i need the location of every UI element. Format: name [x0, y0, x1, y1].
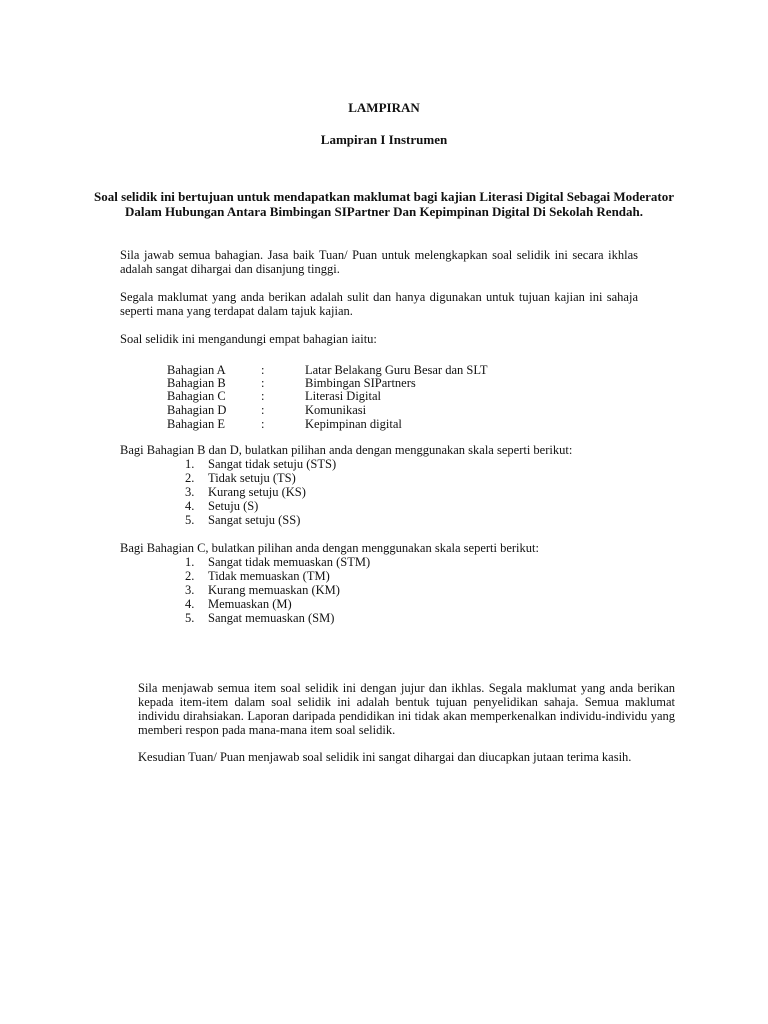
- list-number: 1.: [185, 457, 195, 471]
- list-text: Tidak setuju (TS): [208, 471, 296, 485]
- list-text: Kurang setuju (KS): [208, 485, 306, 499]
- list-text: Tidak memuaskan (TM): [208, 569, 330, 583]
- section-description: Kepimpinan digital: [305, 417, 402, 431]
- section-name: Bahagian A: [167, 363, 226, 377]
- list-text: Kurang memuaskan (KM): [208, 583, 340, 597]
- section-description: Bimbingan SIPartners: [305, 376, 416, 390]
- list-number: 2.: [185, 569, 195, 583]
- thanks-paragraph: Kesudian Tuan/ Puan menjawab soal selidik ini sangat dihargai dan diucapkan jutaan terima kasih.: [138, 750, 632, 764]
- list-number: 4.: [185, 499, 195, 513]
- section-description: Latar Belakang Guru Besar dan SLT: [305, 363, 488, 377]
- section-colon: :: [261, 417, 265, 431]
- section-description: Komunikasi: [305, 403, 367, 417]
- section-name: Bahagian B: [167, 376, 226, 390]
- sections-intro: Soal selidik ini mengandungi empat bahagian iaitu:: [120, 332, 377, 346]
- closing-paragraph: Sila menjawab semua item soal selidik ini dengan jujur dan ikhlas. Segala maklumat yang anda berikan kepada item-item dalam soal selidik ini adalah bentuk tujuan penyelidikan sahaja. Semua maklumat individu dirahsiakan. Laporan daripada pendidikan ini tidak akan memperkenalkan individu-individu yang memberi respon pada mana-mana item soal selidik.: [138, 681, 675, 737]
- document-title: LAMPIRAN: [348, 100, 420, 115]
- list-number: 3.: [185, 485, 195, 499]
- list-text: Setuju (S): [208, 499, 259, 513]
- intro-paragraph: Sila jawab semua bahagian. Jasa baik Tuan/ Puan untuk melengkapkan soal selidik ini secara ikhlas adalah sangat dihargai dan disanjung tinggi.: [120, 248, 638, 276]
- document-subtitle: Lampiran I Instrumen: [320, 132, 448, 147]
- section-colon: :: [261, 389, 265, 403]
- scale-c-intro: Bagi Bahagian C, bulatkan pilihan anda dengan menggunakan skala seperti berikut:: [120, 541, 539, 555]
- list-text: Sangat memuaskan (SM): [208, 611, 335, 625]
- scale-bd-intro: Bagi Bahagian B dan D, bulatkan pilihan anda dengan menggunakan skala seperti berikut:: [120, 443, 573, 457]
- section-colon: :: [261, 376, 265, 390]
- list-text: Memuaskan (M): [208, 597, 292, 611]
- section-colon: :: [261, 403, 265, 417]
- section-name: Bahagian C: [167, 389, 226, 403]
- list-number: 3.: [185, 583, 195, 597]
- section-name: Bahagian E: [167, 417, 225, 431]
- section-name: Bahagian D: [167, 403, 227, 417]
- list-number: 2.: [185, 471, 195, 485]
- section-colon: :: [261, 363, 265, 377]
- confidentiality-paragraph: Segala maklumat yang anda berikan adalah sulit dan hanya digunakan untuk tujuan kajian ini sahaja seperti mana yang terdapat dalam tajuk kajian.: [120, 290, 638, 318]
- list-number: 1.: [185, 555, 195, 569]
- purpose-statement: Soal selidik ini bertujuan untuk mendapatkan maklumat bagi kajian Literasi Digital Sebagai Moderator Dalam Hubungan Antara Bimbingan SIPartner Dan Kepimpinan Digital Di Sekolah Rendah.: [93, 189, 675, 219]
- list-number: 5.: [185, 513, 195, 527]
- list-number: 5.: [185, 611, 195, 625]
- section-description: Literasi Digital: [305, 389, 382, 403]
- list-text: Sangat tidak memuaskan (STM): [208, 555, 371, 569]
- list-text: Sangat setuju (SS): [208, 513, 301, 527]
- list-number: 4.: [185, 597, 195, 611]
- list-text: Sangat tidak setuju (STS): [208, 457, 337, 471]
